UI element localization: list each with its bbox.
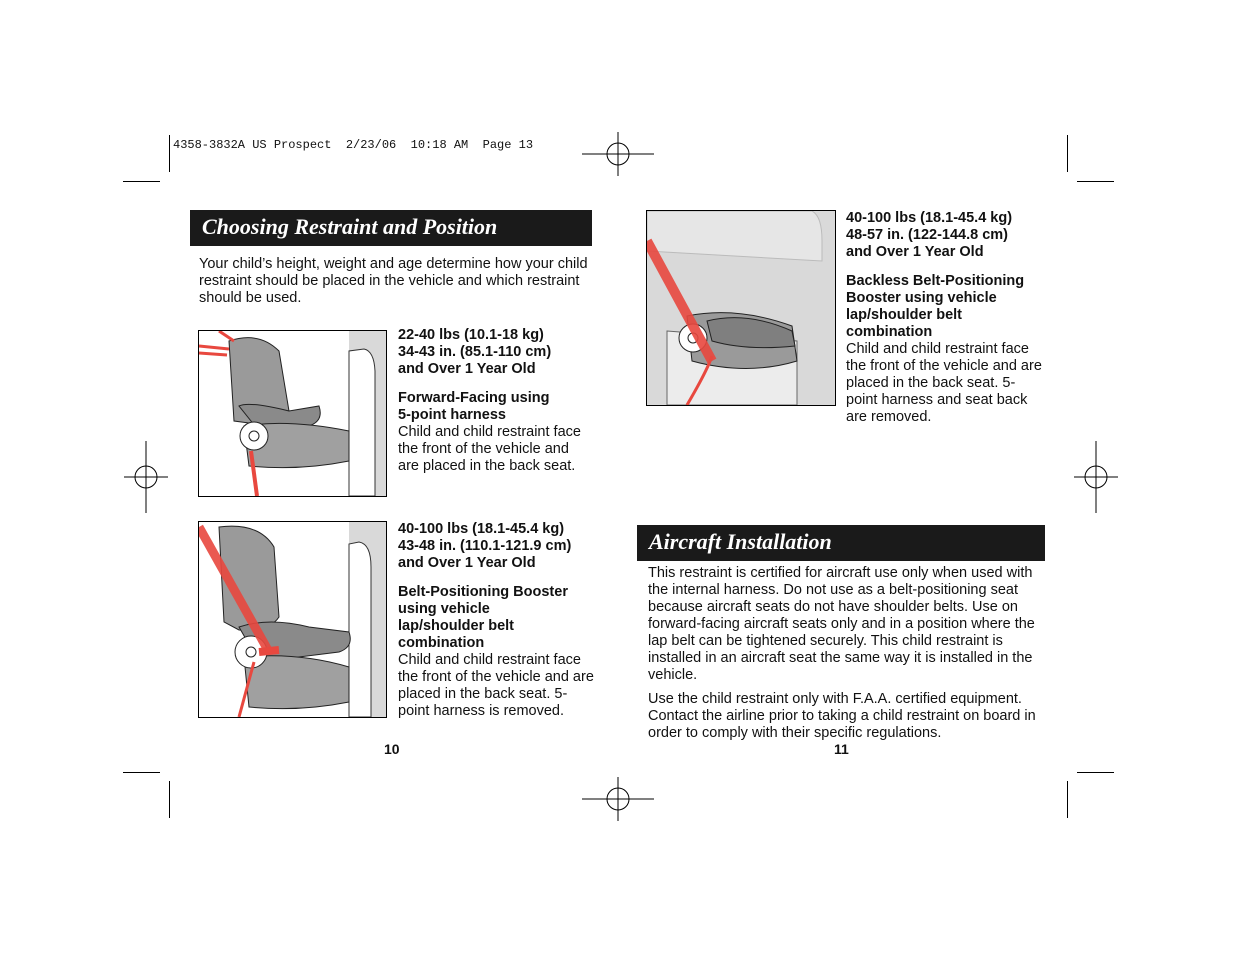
weight-range: 22-40 lbs (10.1-18 kg) xyxy=(398,327,544,343)
height-range: 48-57 in. (122-144.8 cm) xyxy=(846,227,1009,243)
mode-description: Child and child restraint face the front of the vehicle and are placed in the back seat. xyxy=(398,424,581,474)
mode-title-line-2: using vehicle xyxy=(398,601,490,617)
mode-title-line-3: lap/shoulder belt xyxy=(846,307,963,323)
mode-title-line-1: Backless Belt-Positioning xyxy=(846,273,1025,289)
mode-title-line-2: Booster using vehicle xyxy=(846,290,997,306)
printer-slug: 4358-3832A US Prospect 2/23/06 10:18 AM Page 13 xyxy=(173,138,534,152)
mode-title-line-4: combination xyxy=(398,635,485,651)
age-requirement: and Over 1 Year Old xyxy=(398,361,536,377)
page-number-left: 10 xyxy=(384,741,400,757)
backless-booster-illustration xyxy=(646,210,836,406)
block-backless-booster xyxy=(846,210,1046,426)
mode-description: Child and child restraint face the front of the vehicle and are placed in the back seat. 5-point harness and seat back are removed. xyxy=(846,341,1042,425)
height-range: 43-48 in. (110.1-121.9 cm) xyxy=(398,538,572,554)
block-belt-positioning-booster xyxy=(398,521,598,720)
section-title-choosing-restraint: Choosing Restraint and Position xyxy=(190,210,592,246)
weight-range: 40-100 lbs (18.1-45.4 kg) xyxy=(398,521,565,537)
mode-title-line-2: 5-point harness xyxy=(398,407,506,423)
aircraft-paragraph-2: Use the child restraint only with F.A.A. certified equipment. Contact the airline prior to taking a child restraint on board in order to comply with their specific regulations. xyxy=(648,691,1036,741)
block-forward-facing xyxy=(398,327,593,475)
aircraft-paragraph-1: This restraint is certified for aircraft use only when used with the internal harness. Do not use as a belt-positioning seat because aircraft seats do not have shoulder belts. Use on forward-facing aircraft seats only and in a position where the lap belt can be tightened securely. This child restraint is installed in an aircraft seat the same way it is installed in the vehicle. xyxy=(648,565,1035,683)
mode-title-line-1: Belt-Positioning Booster xyxy=(398,584,568,600)
page-number-right: 11 xyxy=(834,741,849,757)
belt-positioning-booster-illustration xyxy=(198,521,387,718)
weight-range: 40-100 lbs (18.1-45.4 kg) xyxy=(846,210,1013,226)
age-requirement: and Over 1 Year Old xyxy=(398,555,536,571)
mode-description: Child and child restraint face the front of the vehicle and are placed in the back seat. 5-point harness is removed. xyxy=(398,652,594,719)
mode-title-line-1: Forward-Facing using xyxy=(398,390,550,406)
height-range: 34-43 in. (85.1-110 cm) xyxy=(398,344,552,360)
age-requirement: and Over 1 Year Old xyxy=(846,244,984,260)
mode-title-line-4: combination xyxy=(846,324,933,340)
section-title-aircraft-installation: Aircraft Installation xyxy=(637,525,1045,561)
mode-title-line-3: lap/shoulder belt xyxy=(398,618,515,634)
forward-facing-seat-illustration xyxy=(198,330,387,497)
intro-paragraph: Your child’s height, weight and age determine how your child restraint should be placed in the vehicle and which restraint should be used. xyxy=(199,256,588,306)
